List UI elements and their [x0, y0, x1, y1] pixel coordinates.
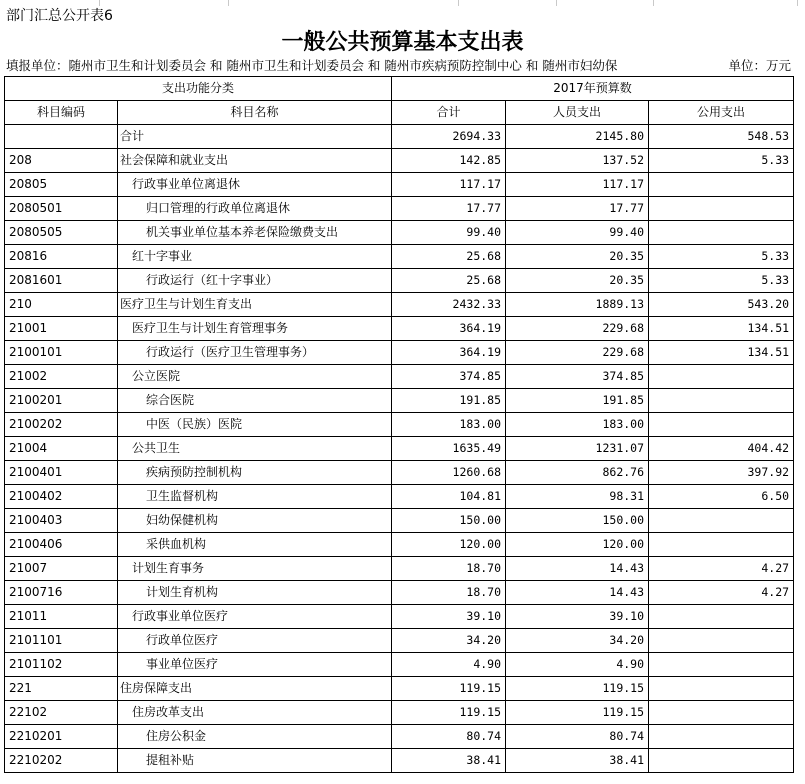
header-budget-2017[interactable]: 2017年预算数 [392, 77, 794, 101]
cell-subject-name[interactable]: 合计 [118, 125, 392, 149]
cell-total[interactable]: 18.70 [392, 581, 506, 605]
cell-personnel-expense[interactable]: 39.10 [506, 605, 649, 629]
cell-subject-code[interactable]: 210 [5, 293, 118, 317]
cell-public-expense[interactable] [649, 605, 794, 629]
cell-subject-name[interactable]: 医疗卫生与计划生育管理事务 [118, 317, 392, 341]
table-row [5, 221, 794, 245]
cell-total[interactable]: 1260.68 [392, 461, 506, 485]
cell-subject-name[interactable]: 行政事业单位医疗 [118, 605, 392, 629]
cell-personnel-expense[interactable]: 38.41 [506, 749, 649, 773]
cell-personnel-expense[interactable]: 1889.13 [506, 293, 649, 317]
unit-label: 单位：万元 [728, 58, 791, 73]
cell-total[interactable]: 119.15 [392, 677, 506, 701]
cell-total[interactable]: 191.85 [392, 389, 506, 413]
table-row [5, 269, 794, 293]
cell-public-expense[interactable]: 404.42 [649, 437, 794, 461]
cell-subject-code[interactable]: 2100202 [5, 413, 118, 437]
cell-subject-name[interactable]: 事业单位医疗 [118, 653, 392, 677]
table-row [5, 173, 794, 197]
grid-line [458, 0, 459, 6]
table-row [5, 749, 794, 773]
cell-total[interactable]: 18.70 [392, 557, 506, 581]
grid-line [797, 0, 798, 6]
table-row [5, 293, 794, 317]
cell-subject-name[interactable]: 妇幼保健机构 [118, 509, 392, 533]
table-row [5, 341, 794, 365]
cell-subject-code[interactable]: 21002 [5, 365, 118, 389]
cell-subject-name[interactable]: 提租补贴 [118, 749, 392, 773]
table-row [5, 485, 794, 509]
cell-subject-name[interactable]: 社会保障和就业支出 [118, 149, 392, 173]
cell-subject-name[interactable]: 住房保障支出 [118, 677, 392, 701]
cell-total[interactable]: 120.00 [392, 533, 506, 557]
cell-personnel-expense[interactable]: 2145.80 [506, 125, 649, 149]
cell-public-expense[interactable]: 548.53 [649, 125, 794, 149]
cell-subject-code[interactable]: 2100716 [5, 581, 118, 605]
cell-subject-code[interactable]: 2100406 [5, 533, 118, 557]
header-row-columns [5, 101, 794, 125]
cell-public-expense[interactable]: 5.33 [649, 149, 794, 173]
cell-total[interactable]: 38.41 [392, 749, 506, 773]
cell-total[interactable]: 364.19 [392, 317, 506, 341]
cell-total[interactable]: 374.85 [392, 365, 506, 389]
cell-total[interactable]: 99.40 [392, 221, 506, 245]
cell-total[interactable]: 1635.49 [392, 437, 506, 461]
document-code: 部门汇总公开表6 [6, 8, 113, 24]
cell-subject-code[interactable]: 20805 [5, 173, 118, 197]
cell-subject-code[interactable]: 2080505 [5, 221, 118, 245]
cell-public-expense[interactable] [649, 749, 794, 773]
cell-subject-name[interactable]: 卫生监督机构 [118, 485, 392, 509]
cell-personnel-expense[interactable]: 191.85 [506, 389, 649, 413]
cell-subject-name[interactable]: 归口管理的行政单位离退休 [118, 197, 392, 221]
cell-subject-code[interactable]: 2100401 [5, 461, 118, 485]
table-row [5, 317, 794, 341]
header-total[interactable]: 合计 [392, 101, 506, 125]
cell-subject-code[interactable]: 2101101 [5, 629, 118, 653]
cell-total[interactable]: 183.00 [392, 413, 506, 437]
cell-total[interactable]: 364.19 [392, 341, 506, 365]
cell-public-expense[interactable] [649, 173, 794, 197]
cell-personnel-expense[interactable]: 229.68 [506, 341, 649, 365]
cell-subject-name[interactable]: 行政运行（红十字事业） [118, 269, 392, 293]
cell-personnel-expense[interactable]: 120.00 [506, 533, 649, 557]
cell-subject-name[interactable]: 住房改革支出 [118, 701, 392, 725]
table-row [5, 533, 794, 557]
cell-subject-code[interactable] [5, 125, 118, 149]
cell-subject-name[interactable]: 机关事业单位基本养老保险缴费支出 [118, 221, 392, 245]
cell-personnel-expense[interactable]: 4.90 [506, 653, 649, 677]
header-subject-code[interactable]: 科目编码 [5, 101, 118, 125]
cell-personnel-expense[interactable]: 34.20 [506, 629, 649, 653]
cell-total[interactable]: 80.74 [392, 725, 506, 749]
cell-subject-name[interactable]: 公立医院 [118, 365, 392, 389]
cell-public-expense[interactable] [649, 413, 794, 437]
table-row [5, 653, 794, 677]
cell-subject-name[interactable]: 行政单位医疗 [118, 629, 392, 653]
cell-subject-code[interactable]: 21011 [5, 605, 118, 629]
table-row [5, 605, 794, 629]
cell-subject-code[interactable]: 2081601 [5, 269, 118, 293]
cell-public-expense[interactable] [649, 197, 794, 221]
cell-public-expense[interactable] [649, 365, 794, 389]
cell-subject-code[interactable]: 2100101 [5, 341, 118, 365]
filing-unit: 填报单位：随州市卫生和计划委员会 和 随州市卫生和计划委员会 和 随州市疾病预防控制中心 和 随州市妇幼保 [6, 58, 618, 73]
cell-subject-name[interactable]: 计划生育事务 [118, 557, 392, 581]
table-row [5, 125, 794, 149]
cell-subject-name[interactable]: 疾病预防控制机构 [118, 461, 392, 485]
cell-subject-code[interactable]: 2210201 [5, 725, 118, 749]
cell-subject-code[interactable]: 221 [5, 677, 118, 701]
table-row [5, 413, 794, 437]
cell-subject-code[interactable]: 2101102 [5, 653, 118, 677]
cell-personnel-expense[interactable]: 183.00 [506, 413, 649, 437]
cell-public-expense[interactable]: 4.27 [649, 581, 794, 605]
cell-personnel-expense[interactable]: 17.77 [506, 197, 649, 221]
cell-public-expense[interactable]: 134.51 [649, 341, 794, 365]
cell-public-expense[interactable] [649, 701, 794, 725]
table-row [5, 197, 794, 221]
cell-subject-code[interactable]: 20816 [5, 245, 118, 269]
table-row [5, 245, 794, 269]
table-row [5, 365, 794, 389]
cell-total[interactable]: 2694.33 [392, 125, 506, 149]
header-row-groups [5, 77, 794, 101]
cell-total[interactable]: 142.85 [392, 149, 506, 173]
header-function-classification[interactable]: 支出功能分类 [5, 77, 392, 101]
cell-public-expense[interactable] [649, 629, 794, 653]
cell-subject-code[interactable]: 2210202 [5, 749, 118, 773]
cell-subject-name[interactable]: 计划生育机构 [118, 581, 392, 605]
cell-total[interactable]: 17.77 [392, 197, 506, 221]
cell-personnel-expense[interactable]: 14.43 [506, 581, 649, 605]
cell-personnel-expense[interactable]: 117.17 [506, 173, 649, 197]
table-row [5, 725, 794, 749]
grid-line [653, 0, 654, 6]
cell-public-expense[interactable]: 543.20 [649, 293, 794, 317]
cell-subject-name[interactable]: 采供血机构 [118, 533, 392, 557]
cell-total[interactable]: 119.15 [392, 701, 506, 725]
cell-public-expense[interactable]: 4.27 [649, 557, 794, 581]
table-row [5, 581, 794, 605]
cell-personnel-expense[interactable]: 14.43 [506, 557, 649, 581]
cell-personnel-expense[interactable]: 137.52 [506, 149, 649, 173]
header-subject-name[interactable]: 科目名称 [118, 101, 392, 125]
cell-personnel-expense[interactable]: 99.40 [506, 221, 649, 245]
cell-subject-name[interactable]: 行政运行（医疗卫生管理事务） [118, 341, 392, 365]
cell-personnel-expense[interactable]: 20.35 [506, 269, 649, 293]
cell-total[interactable]: 117.17 [392, 173, 506, 197]
table-row [5, 461, 794, 485]
header-personnel-expense[interactable]: 人员支出 [506, 101, 649, 125]
cell-total[interactable]: 25.68 [392, 269, 506, 293]
grid-line [556, 0, 557, 6]
cell-subject-code[interactable]: 21007 [5, 557, 118, 581]
cell-subject-name[interactable]: 中医（民族）医院 [118, 413, 392, 437]
cell-subject-code[interactable]: 21001 [5, 317, 118, 341]
cell-subject-name[interactable]: 红十字事业 [118, 245, 392, 269]
cell-total[interactable]: 104.81 [392, 485, 506, 509]
cell-personnel-expense[interactable]: 119.15 [506, 701, 649, 725]
cell-subject-code[interactable]: 21004 [5, 437, 118, 461]
cell-total[interactable]: 4.90 [392, 653, 506, 677]
table-row [5, 437, 794, 461]
cell-total[interactable]: 2432.33 [392, 293, 506, 317]
cell-subject-name[interactable]: 综合医院 [118, 389, 392, 413]
cell-subject-name[interactable]: 公共卫生 [118, 437, 392, 461]
cell-personnel-expense[interactable]: 1231.07 [506, 437, 649, 461]
cell-personnel-expense[interactable]: 229.68 [506, 317, 649, 341]
table-row [5, 677, 794, 701]
cell-public-expense[interactable] [649, 653, 794, 677]
cell-personnel-expense[interactable]: 374.85 [506, 365, 649, 389]
header-public-expense[interactable]: 公用支出 [649, 101, 794, 125]
cell-public-expense[interactable]: 5.33 [649, 269, 794, 293]
grid-line [228, 0, 229, 6]
cell-subject-name[interactable]: 住房公积金 [118, 725, 392, 749]
cell-public-expense[interactable] [649, 533, 794, 557]
cell-public-expense[interactable] [649, 677, 794, 701]
page-title: 一般公共预算基本支出表 [281, 29, 524, 55]
table-row [5, 389, 794, 413]
cell-public-expense[interactable]: 6.50 [649, 485, 794, 509]
cell-personnel-expense[interactable]: 98.31 [506, 485, 649, 509]
cell-subject-code[interactable]: 2080501 [5, 197, 118, 221]
table-row [5, 557, 794, 581]
cell-personnel-expense[interactable]: 862.76 [506, 461, 649, 485]
cell-public-expense[interactable] [649, 221, 794, 245]
budget-table-body [5, 77, 794, 773]
cell-subject-code[interactable]: 208 [5, 149, 118, 173]
table-row [5, 149, 794, 173]
cell-personnel-expense[interactable]: 119.15 [506, 677, 649, 701]
cell-personnel-expense[interactable]: 150.00 [506, 509, 649, 533]
budget-table [4, 76, 794, 773]
cell-personnel-expense[interactable]: 20.35 [506, 245, 649, 269]
cell-public-expense[interactable] [649, 509, 794, 533]
cell-subject-name[interactable]: 行政事业单位离退休 [118, 173, 392, 197]
cell-public-expense[interactable]: 5.33 [649, 245, 794, 269]
cell-subject-name[interactable]: 医疗卫生与计划生育支出 [118, 293, 392, 317]
cell-public-expense[interactable] [649, 389, 794, 413]
cell-public-expense[interactable]: 134.51 [649, 317, 794, 341]
table-row [5, 629, 794, 653]
cell-total[interactable]: 150.00 [392, 509, 506, 533]
cell-subject-code[interactable]: 2100201 [5, 389, 118, 413]
cell-total[interactable]: 34.20 [392, 629, 506, 653]
cell-subject-code[interactable]: 2100403 [5, 509, 118, 533]
table-row [5, 509, 794, 533]
cell-total[interactable]: 39.10 [392, 605, 506, 629]
cell-personnel-expense[interactable]: 80.74 [506, 725, 649, 749]
cell-total[interactable]: 25.68 [392, 245, 506, 269]
cell-public-expense[interactable] [649, 725, 794, 749]
table-row [5, 701, 794, 725]
cell-subject-code[interactable]: 22102 [5, 701, 118, 725]
cell-subject-code[interactable]: 2100402 [5, 485, 118, 509]
cell-public-expense[interactable]: 397.92 [649, 461, 794, 485]
